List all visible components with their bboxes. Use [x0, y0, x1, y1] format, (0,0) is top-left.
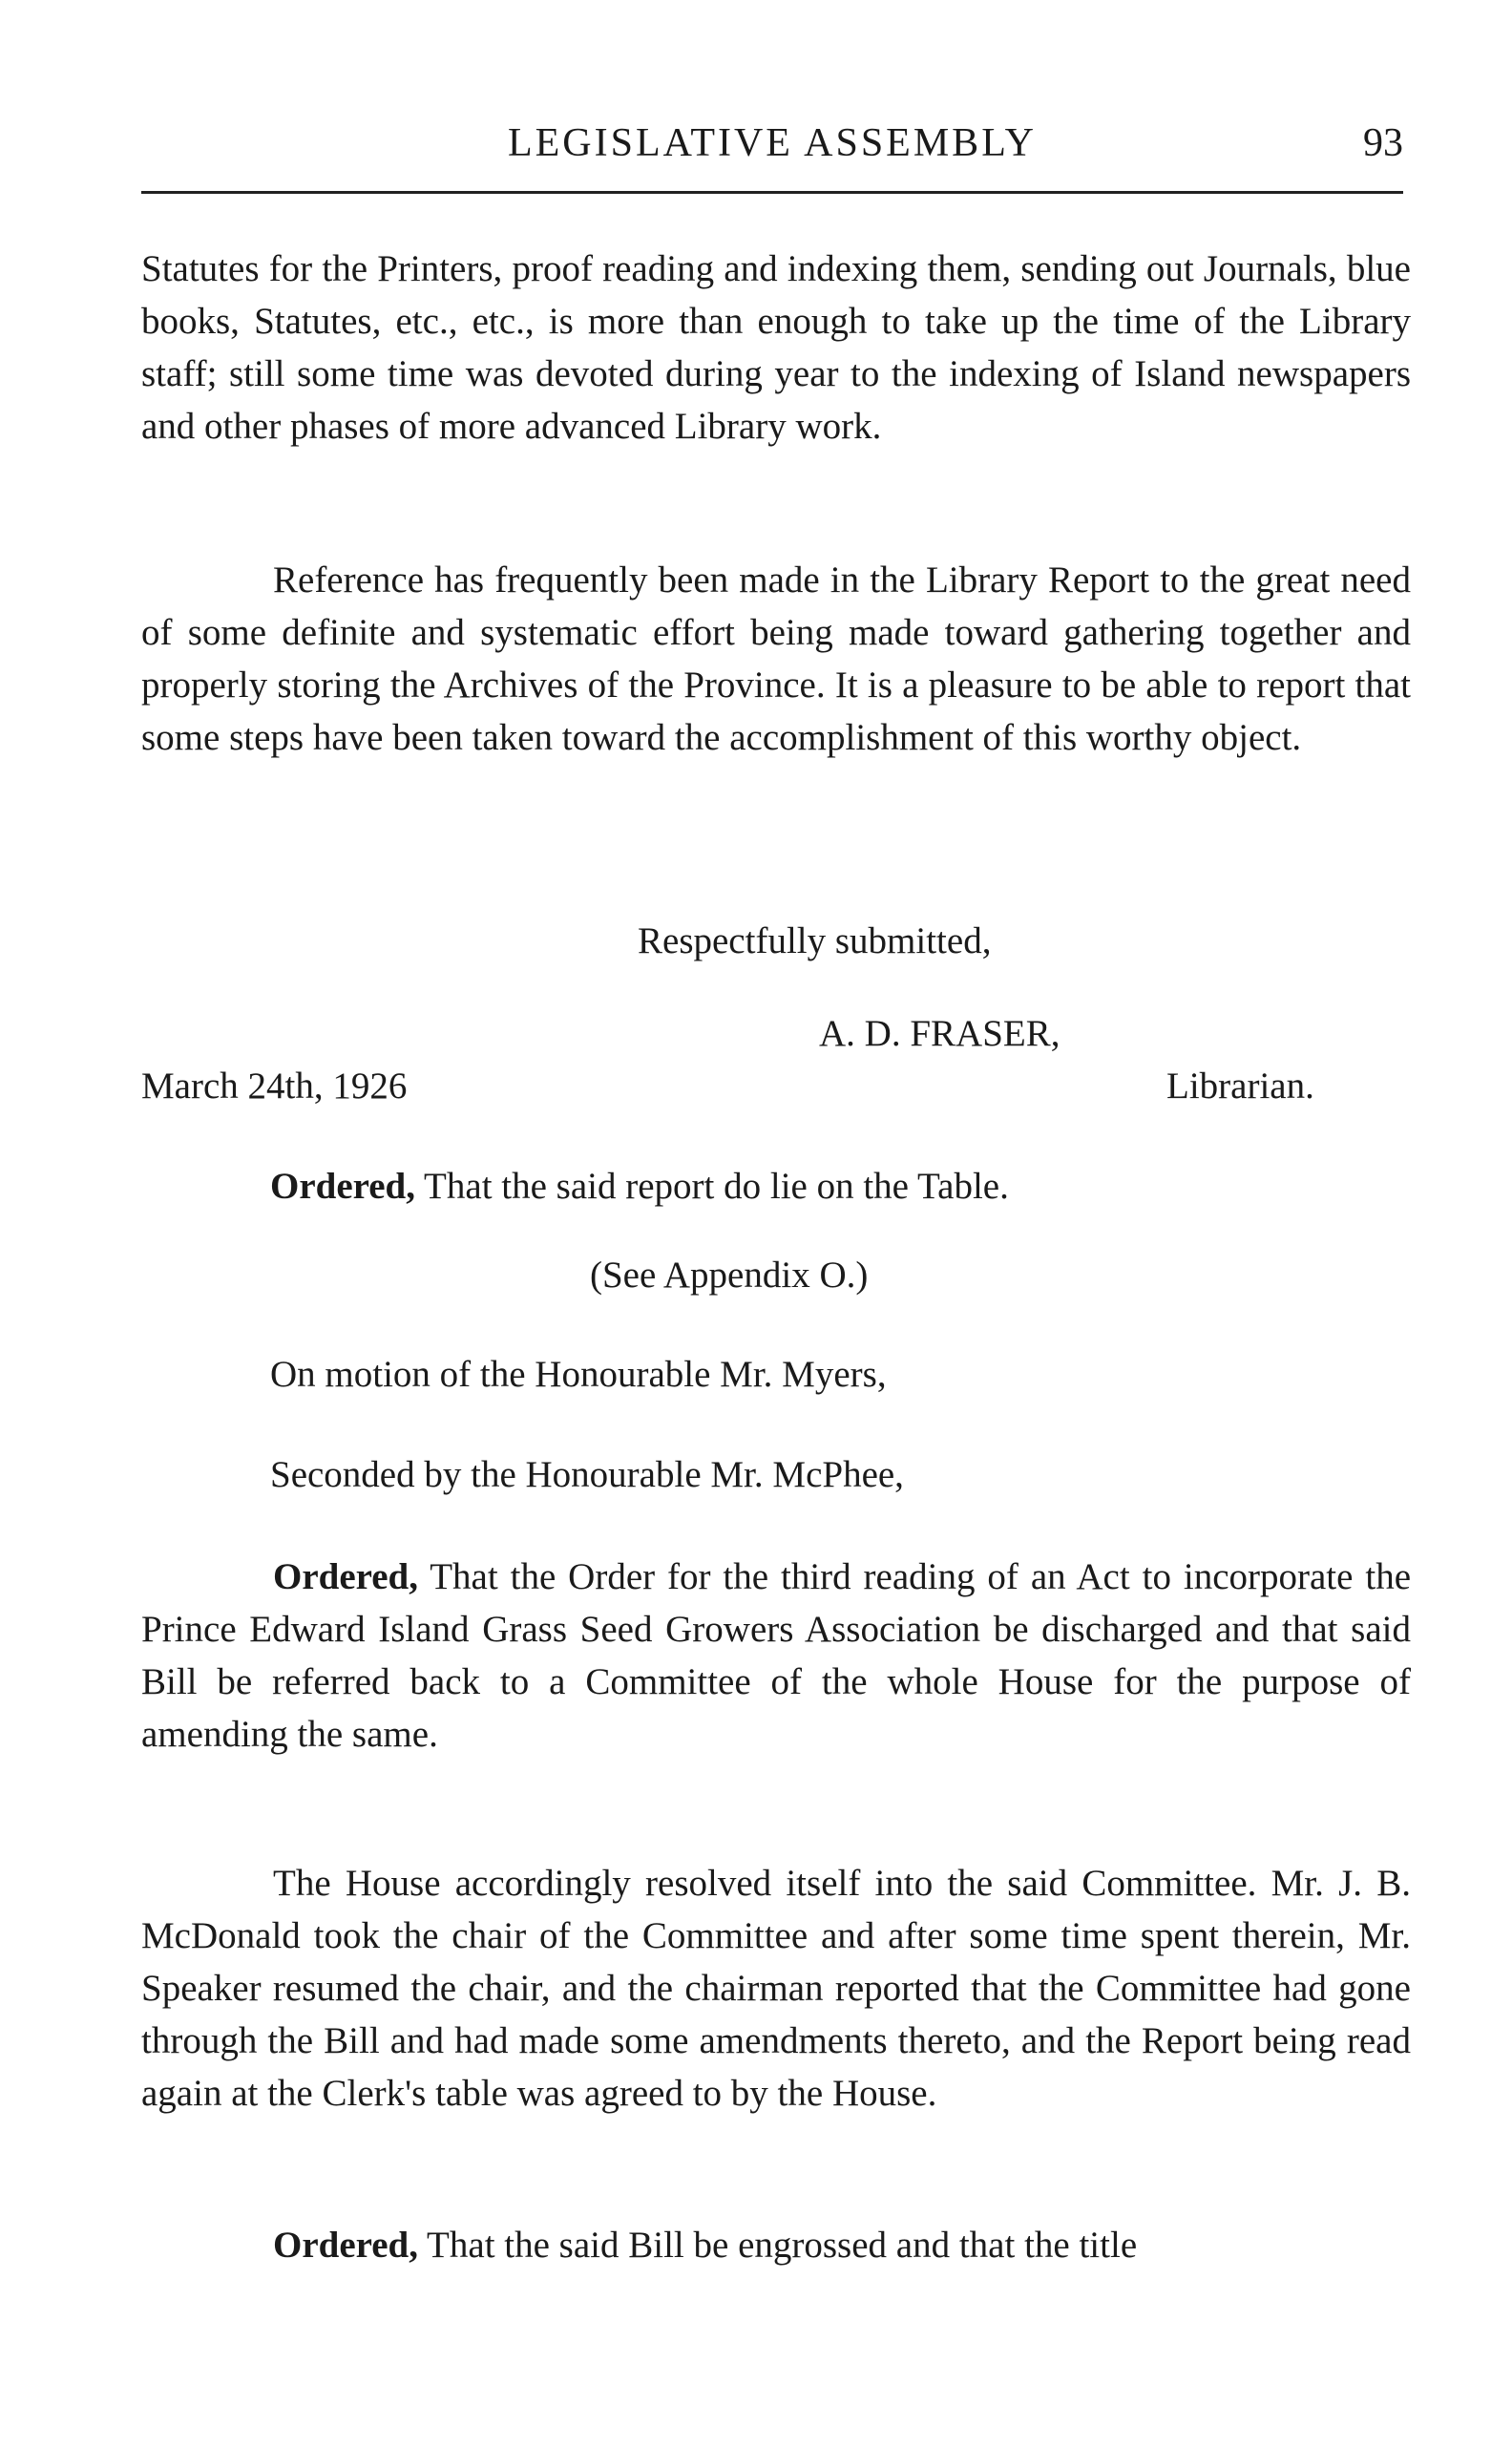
- ordered-label: Ordered,: [273, 1556, 419, 1597]
- order-text: That the Order for the third reading of an Act to incorporate the Prince Edward Island Grass Seed Growers Association be discharged and that said Bill be referred back to a Committee of the whole House for the purpose of amending the same.: [141, 1556, 1411, 1755]
- page-number: 93: [1363, 121, 1403, 165]
- order-discharge-bill: [141, 1551, 1411, 1761]
- order-engross-bill: [141, 2219, 1411, 2271]
- paragraph-archives: Reference has frequently been made in the Library Report to the great need of some definite and systematic effort being made toward gathering together and properly storing the Archives of the Province. It is a pleasure to be able to report that some steps have been taken toward the accomplishment of this worthy object.: [141, 559, 1411, 758]
- order-text: That the said report do lie on the Table.: [415, 1166, 1009, 1207]
- motion-line: On motion of the Honourable Mr. Myers,: [270, 1354, 887, 1395]
- paragraph-library-work: Statutes for the Printers, proof reading and indexing them, sending out Journals, blue books, Statutes, etc., etc., is more than enough to take up the time of the Library staff; still some time was devoted during year to the indexing of Island newspapers and other phases of more advanced Library work.: [141, 248, 1411, 447]
- paragraph-committee: The House accordingly resolved itself into the said Committee. Mr. J. B. McDonald took the chair of the Committee and after some time spent therein, Mr. Speaker resumed the chair, and the chairman reported that the Committee had gone through the Bill and had made some amendments thereto, and the Report being read again at the Clerk's table was agreed to by the House.: [141, 1863, 1411, 2114]
- signature-date: March 24th, 1926: [141, 1066, 408, 1107]
- running-title: LEGISLATIVE ASSEMBLY: [508, 121, 1037, 165]
- ordered-label: Ordered,: [273, 2225, 419, 2266]
- order-report-table: [270, 1160, 1009, 1213]
- order-text: That the said Bill be engrossed and that the title: [418, 2225, 1138, 2266]
- appendix-reference: (See Appendix O.): [590, 1255, 869, 1296]
- signature-name: A. D. FRASER,: [819, 1013, 1060, 1054]
- signature-title: Librarian.: [1166, 1066, 1314, 1107]
- seconded-line: Seconded by the Honourable Mr. McPhee,: [270, 1454, 904, 1495]
- ordered-label: Ordered,: [270, 1166, 416, 1207]
- signature-closing: Respectfully submitted,: [638, 920, 992, 961]
- page-header: [141, 115, 1403, 194]
